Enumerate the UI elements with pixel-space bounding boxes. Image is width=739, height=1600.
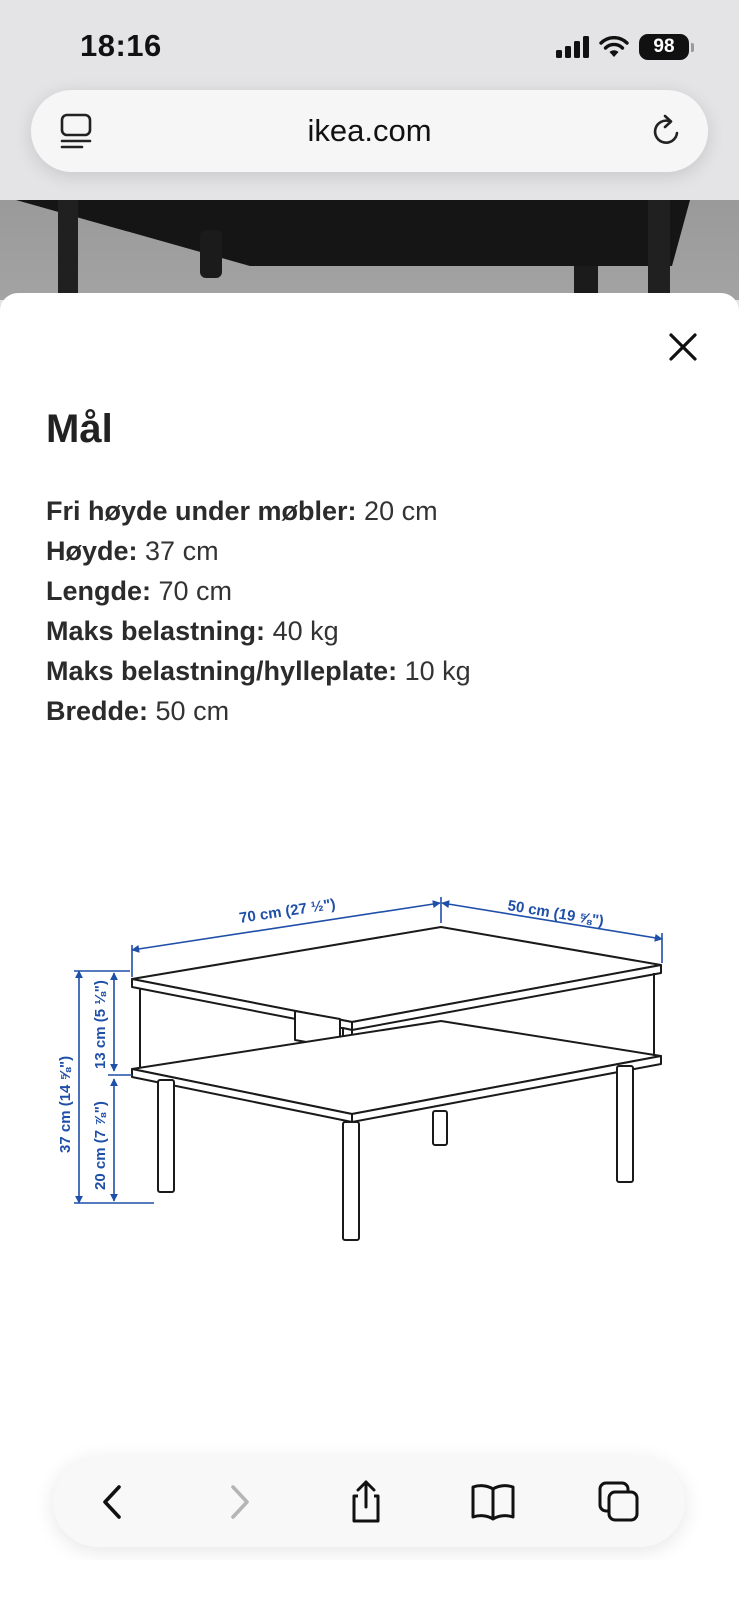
url-text[interactable]: ikea.com [307,113,432,148]
back-icon[interactable] [91,1479,137,1525]
dimension-value: 10 kg [404,656,471,686]
forward-icon[interactable] [215,1479,261,1525]
reload-icon[interactable] [648,112,684,150]
dimension-label: Lengde: [46,576,151,606]
bookmarks-icon[interactable] [470,1479,516,1525]
dimension-label: Fri høyde under møbler: [46,496,357,526]
dimension-diagram [50,893,690,1333]
status-icons [556,34,689,60]
address-bar[interactable] [31,90,708,172]
dimension-value: 40 kg [272,616,339,646]
wifi-icon [599,36,629,58]
status-bar [0,0,739,90]
dimension-row [46,491,471,531]
table-drawing [132,927,661,1240]
dimension-row [46,611,471,651]
dimension-value: 37 cm [145,536,219,566]
home-indicator-area [0,1560,739,1600]
dimension-list [46,491,471,731]
signal-icon [556,36,589,58]
clearance-label: 20 cm (7 ⅞") [92,1101,109,1190]
dimension-row [46,571,471,611]
dimensions-sheet [0,293,739,1600]
table-photo-graphic [0,200,739,300]
width-label: 50 cm (19 ⅝") [506,897,605,930]
dimension-row [46,531,471,571]
browser-toolbar [53,1457,685,1547]
close-icon[interactable] [665,329,701,365]
shelf-gap-label: 13 cm (5 ⅛") [92,980,109,1069]
status-time: 18:16 [80,28,162,63]
dimension-label: Bredde: [46,696,149,726]
dimension-value: 20 cm [364,496,438,526]
battery-level: 98 [653,36,675,57]
dimension-label: Maks belastning/hylleplate: [46,656,398,686]
dimension-value: 70 cm [158,576,233,606]
height-label: 37 cm (14 ⅝") [57,1055,74,1153]
dimension-row [46,651,471,691]
share-icon[interactable] [343,1479,389,1525]
length-label: 70 cm (27 ½") [238,895,337,927]
dimension-row [46,691,471,731]
dimension-label: Høyde: [46,536,138,566]
dimension-label: Maks belastning: [46,616,266,646]
battery-icon [639,34,689,60]
dimension-value: 50 cm [155,696,230,726]
sheet-title: Mål [46,407,113,451]
tabs-icon[interactable] [596,1479,642,1525]
product-photo [0,200,739,300]
